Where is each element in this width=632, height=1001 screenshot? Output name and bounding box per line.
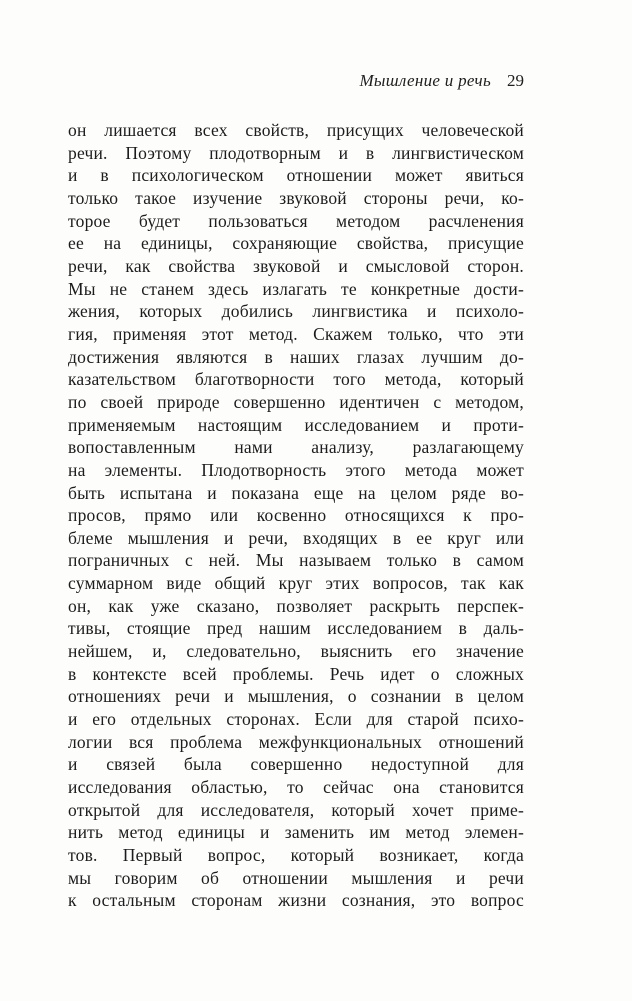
text-line: исследования областью, то сейчас она становится bbox=[68, 777, 524, 798]
text-line: вопоставленным нами анализу, разлагающему bbox=[68, 437, 524, 458]
text-line: применяемым настоящим исследованием и проти- bbox=[68, 414, 524, 435]
text-line: он лишается всех свойств, присущих человеческой bbox=[68, 120, 524, 140]
text-line: тов. Первый вопрос, который возникает, когда bbox=[68, 845, 524, 865]
text-line: и в психологическом отношении может явиться bbox=[68, 165, 524, 186]
text-line: только такое изучение звуковой стороны речи, ко- bbox=[68, 187, 524, 208]
text-line: пограничных с ней. Мы называем только в самом bbox=[68, 550, 524, 571]
text-line: речи, как свойства звуковой и смысловой сторон. bbox=[68, 255, 524, 276]
text-line: к остальным сторонам жизни сознания, это вопрос bbox=[68, 890, 524, 911]
text-line: казательством благотворности того метода, который bbox=[68, 369, 524, 390]
text-line: он, как уже сказано, позволяет раскрыть перспек- bbox=[68, 595, 524, 616]
text-line: по своей природе совершенно идентичен с методом, bbox=[68, 391, 524, 412]
text-line: на элементы. Плодотворность этого метода может bbox=[68, 459, 524, 480]
text-line: блеме мышления и речи, входящих в ее круг или bbox=[68, 527, 524, 548]
text-line: открытой для исследователя, который хочет приме- bbox=[68, 799, 524, 820]
running-title: Мышление и речь bbox=[359, 71, 491, 90]
page-number: 29 bbox=[507, 71, 524, 90]
text-line: речи. Поэтому плодотворным и в лингвистическом bbox=[68, 142, 524, 163]
text-line: отношениях речи и мышления, о сознании в целом bbox=[68, 686, 524, 707]
body-text bbox=[0, 119, 632, 912]
text-line: торое будет пользоваться методом расчленения bbox=[68, 210, 524, 231]
text-line: ее на единицы, сохраняющие свойства, присущие bbox=[68, 233, 524, 254]
text-line: логии вся проблема межфункциональных отношений bbox=[68, 731, 524, 752]
text-line: достижения являются в наших глазах лучшим до- bbox=[68, 346, 524, 367]
text-line: Мы не станем здесь излагать те конкретные дости- bbox=[68, 278, 524, 299]
text-line: мы говорим об отношении мышления и речи bbox=[68, 867, 524, 888]
text-line: и его отдельных сторонах. Если для старой психо- bbox=[68, 709, 524, 730]
text-line: просов, прямо или косвенно относящихся к про- bbox=[68, 505, 524, 526]
text-line: в контексте всей проблемы. Речь идет о сложных bbox=[68, 663, 524, 684]
text-line: гия, применяя этот метод. Скажем только, что эти bbox=[68, 323, 524, 344]
text-line: и связей была совершенно недоступной для bbox=[68, 754, 524, 775]
text-line: жения, которых добились лингвистика и психоло- bbox=[68, 301, 524, 322]
page-header bbox=[0, 0, 632, 92]
text-line: тивы, стоящие пред нашим исследованием в даль- bbox=[68, 618, 524, 639]
text-line: нейшем, и, следовательно, выяснить его значение bbox=[68, 641, 524, 662]
text-line: быть испытана и показана еще на целом ряде во- bbox=[68, 482, 524, 503]
text-line: нить метод единицы и заменить им метод элемен- bbox=[68, 822, 524, 843]
text-line: суммарном виде общий круг этих вопросов, так как bbox=[68, 573, 524, 594]
